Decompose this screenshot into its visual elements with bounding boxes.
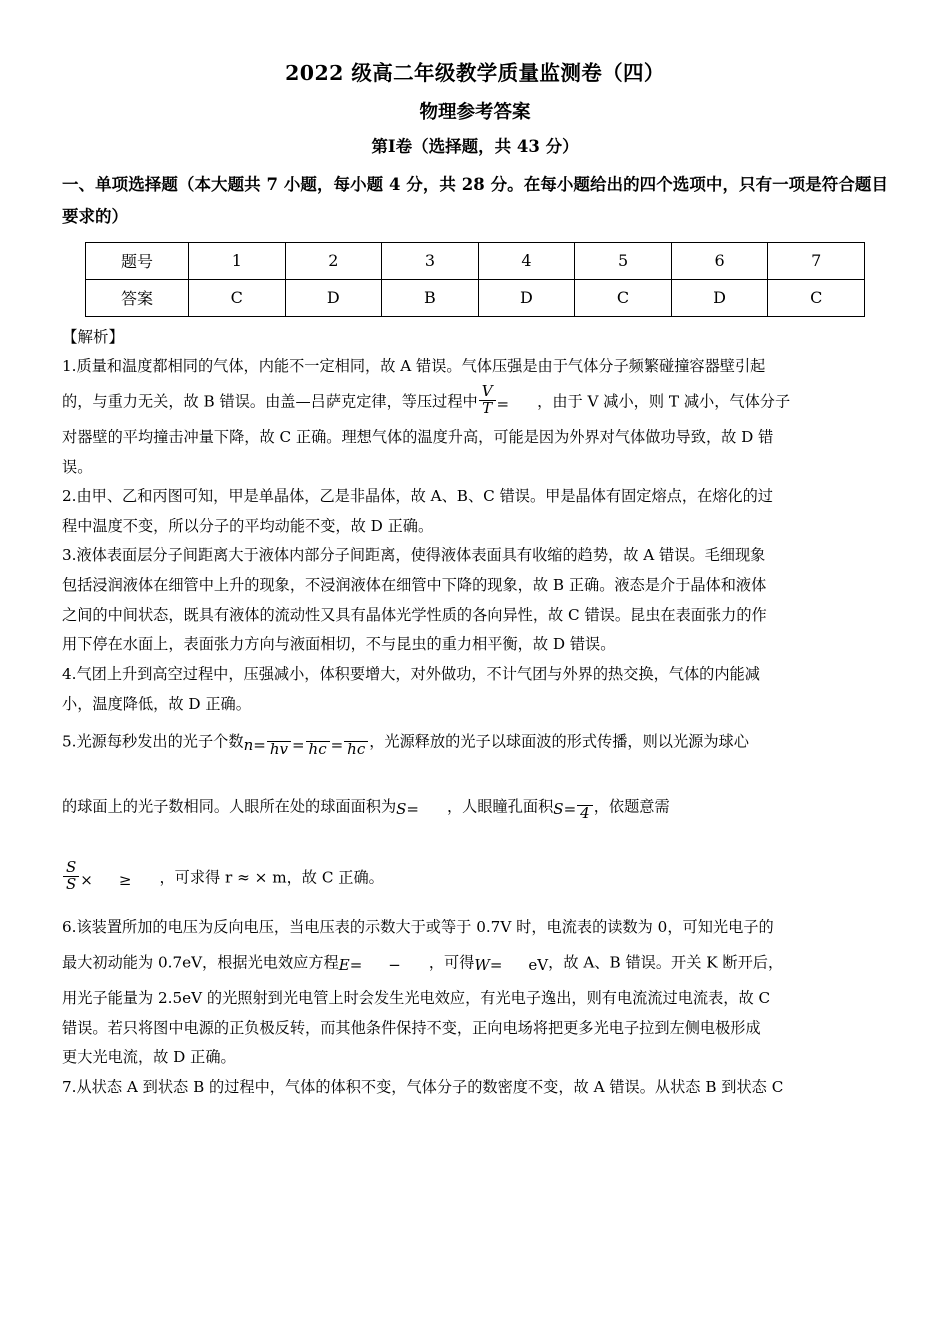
solution-5-line-1 [62,725,888,760]
variable-n: n [243,736,254,755]
pupil-area-formula [553,787,593,828]
solution-3-line-1: 3.液体表面层分子间距离大于液体内部分子间距离，使得液体表面具有收缩的趋势，故 A 错误。毛细现象 [62,546,766,565]
solution-3-line-3: 之间的中间状态，既具有液体的流动性又具有晶体光学性质的各向异性，故 C 错误。昆虫在表面张力的作 [62,605,767,624]
solution-6-line-2 [62,943,888,984]
multiplication-sign: × [80,871,93,890]
question-number-cell: 1 [189,242,286,279]
greater-equal-sign: ≥ [118,871,132,890]
equals-sign: = [406,800,419,819]
solutions-label: 【解析】 [62,327,125,346]
exam-section-label: 第Ⅰ卷（选择题，共 43 分） [371,136,579,156]
solution-3-line-4: 用下停在水面上，表面张力方向与液面相切，不与昆虫的重力相平衡，故 D 错误。 [62,635,616,654]
fraction-numerator [267,725,291,741]
question-number-cell: 7 [768,242,865,279]
row-label-answer: 答案 [86,279,189,316]
work-function-result [474,943,548,984]
solution-6-line-1: 6.该装置所加的电压为反向电压，当电压表的示数大于或等于 0.7V 时，电流表的读数为 0，可知光电子的 [62,918,774,937]
fraction-denominator: hc [344,741,368,758]
solution-1-text-after-formula: ，由于 V 减小，则 T 减小，气体分子 [537,392,791,411]
question-number-cell: 6 [671,242,768,279]
solution-1-line-2 [62,382,888,423]
solution-5-text-after-formula: ，光源释放的光子以球面波的形式传播，则以光源为球心 [369,732,749,751]
sphere-area-formula [396,787,447,828]
solution-6-line-3: 用光子能量为 2.5eV 的光照射到光电管上时会发生光电效应，有光电子逸出，则有电流流过电流表，故 C [62,988,771,1007]
answer-cell: D [285,279,382,316]
minus-sign: − [388,956,401,975]
solution-1-text-before-formula: 的，与重力无关，故 B 错误。由盖—吕萨克定律，等压过程中 [62,392,478,411]
photoelectric-equation [339,943,429,984]
answer-cell: C [575,279,672,316]
fraction-denominator: hv [267,741,291,758]
question-number-cell: 3 [382,242,479,279]
fraction-numerator [306,725,330,741]
fraction-over-hc-2 [344,725,368,758]
solution-5-text-result: ，可求得 r ≈ × m，故 C 正确。 [159,868,384,887]
fraction-numerator [344,725,368,741]
solution-5-text-before-formula: 5.光源每秒发出的光子个数 [62,732,244,751]
equals-sign: = [496,395,510,414]
solution-1-line-4: 误。 [62,457,93,476]
unit-electronvolt: eV [528,956,549,975]
gay-lussac-formula [478,382,537,423]
question-number-cell: 5 [575,242,672,279]
equals-sign-3: = [330,736,344,755]
row-label-question: 题号 [86,242,189,279]
page-subtitle: 物理参考答案 [419,101,531,123]
equals-sign: = [349,956,363,975]
solution-1-line-3: 对器壁的平均撞击冲量下降，故 C 正确。理想气体的温度升高，可能是因为外界对气体做功导致，故 D 错 [62,427,774,446]
table-row-question-numbers [86,242,865,279]
solution-2-line-2: 程中温度不变，所以分子的平均动能不变，故 D 正确。 [62,516,434,535]
solution-5-line-3 [62,858,888,899]
answer-cell: D [671,279,768,316]
answer-cell: C [189,279,286,316]
question-number-cell: 2 [285,242,382,279]
solution-4-line-1: 4.气团上升到高空过程中，压强减小，体积要增大，对外做功，不计气团与外界的热交换，气体的内能减 [62,665,760,684]
fraction-over-four [577,789,593,822]
variable-S-sphere: S [396,800,407,819]
answer-cell: C [768,279,865,316]
variable-S-pupil: S [553,800,564,819]
fraction-denominator: hc [306,741,330,758]
variable-E: E [338,956,350,975]
solution-2-line-1: 2.由甲、乙和丙图可知，甲是单晶体，乙是非晶体，故 A、B、C 错误。甲是晶体有固定熔点，在熔化的过 [62,487,773,506]
solution-5-text-pupil-area: ，人眼瞳孔面积 [446,797,554,816]
equals-sign: = [489,956,503,975]
fraction-denominator: 4 [577,805,593,822]
fraction-denominator: T [479,400,496,417]
equals-sign-1: = [253,736,266,755]
equals-sign-2: = [291,736,305,755]
s-over-s-fraction [63,860,79,893]
v-over-t-fraction [479,384,496,417]
table-row-answers [86,279,865,316]
fraction-over-hv [267,725,291,758]
solution-6-text-before-formula: 最大初动能为 0.7eV，根据光电效应方程 [62,953,339,972]
fraction-numerator [577,789,593,805]
question-type-heading: 一、单项选择题（本大题共 7 小题，每小题 4 分，共 28 分。在每小题给出的四个选项中，只有一项是符合题目要求的） [62,175,888,227]
solution-6-text-after-formula: ，故 A、B 错误。开关 K 断开后， [548,953,784,972]
fraction-denominator: S [63,876,79,893]
photon-count-formula [244,725,370,760]
fraction-numerator: V [481,382,493,401]
solution-6-line-5: 更大光电流，故 D 正确。 [62,1048,236,1067]
answer-cell: D [478,279,575,316]
fraction-numerator: S [66,858,77,877]
solution-5-line-2 [62,787,888,828]
solution-5-text-after-pupil: ，依题意需 [593,797,670,816]
solution-1-line-1: 1.质量和温度都相同的气体，内能不一定相同，故 A 错误。气体压强是由于气体分子频繁碰撞容器壁引起 [62,357,766,376]
solution-7-line-1: 7.从状态 A 到状态 B 的过程中，气体的体积不变，气体分子的数密度不变，故 A 错误。从状态 B 到状态 C [62,1077,784,1096]
fraction-over-hc-1 [306,725,330,758]
solution-4-line-2: 小，温度降低，故 D 正确。 [62,694,251,713]
variable-W: W [474,956,490,975]
solution-6-text-middle: ，可得 [428,953,475,972]
page-title: 2022 级高二年级教学质量监测卷（四） [285,61,665,85]
solution-3-line-2: 包括浸润液体在细管中上升的现象，不浸润液体在细管中下降的现象，故 B 正确。液态是介于晶体和液体 [62,576,767,595]
equals-sign: = [563,800,577,819]
solution-5-text-sphere-area: 的球面上的光子数相同。人眼所在处的球面面积为 [62,797,397,816]
solution-6-line-4: 错误。若只将图中电源的正负极反转，而其他条件保持不变，正向电场将把更多光电子拉到左侧电极形成 [62,1018,761,1037]
question-number-cell: 4 [478,242,575,279]
ratio-inequality-formula [62,858,159,899]
answer-key-table [85,242,865,317]
answer-cell: B [382,279,479,316]
